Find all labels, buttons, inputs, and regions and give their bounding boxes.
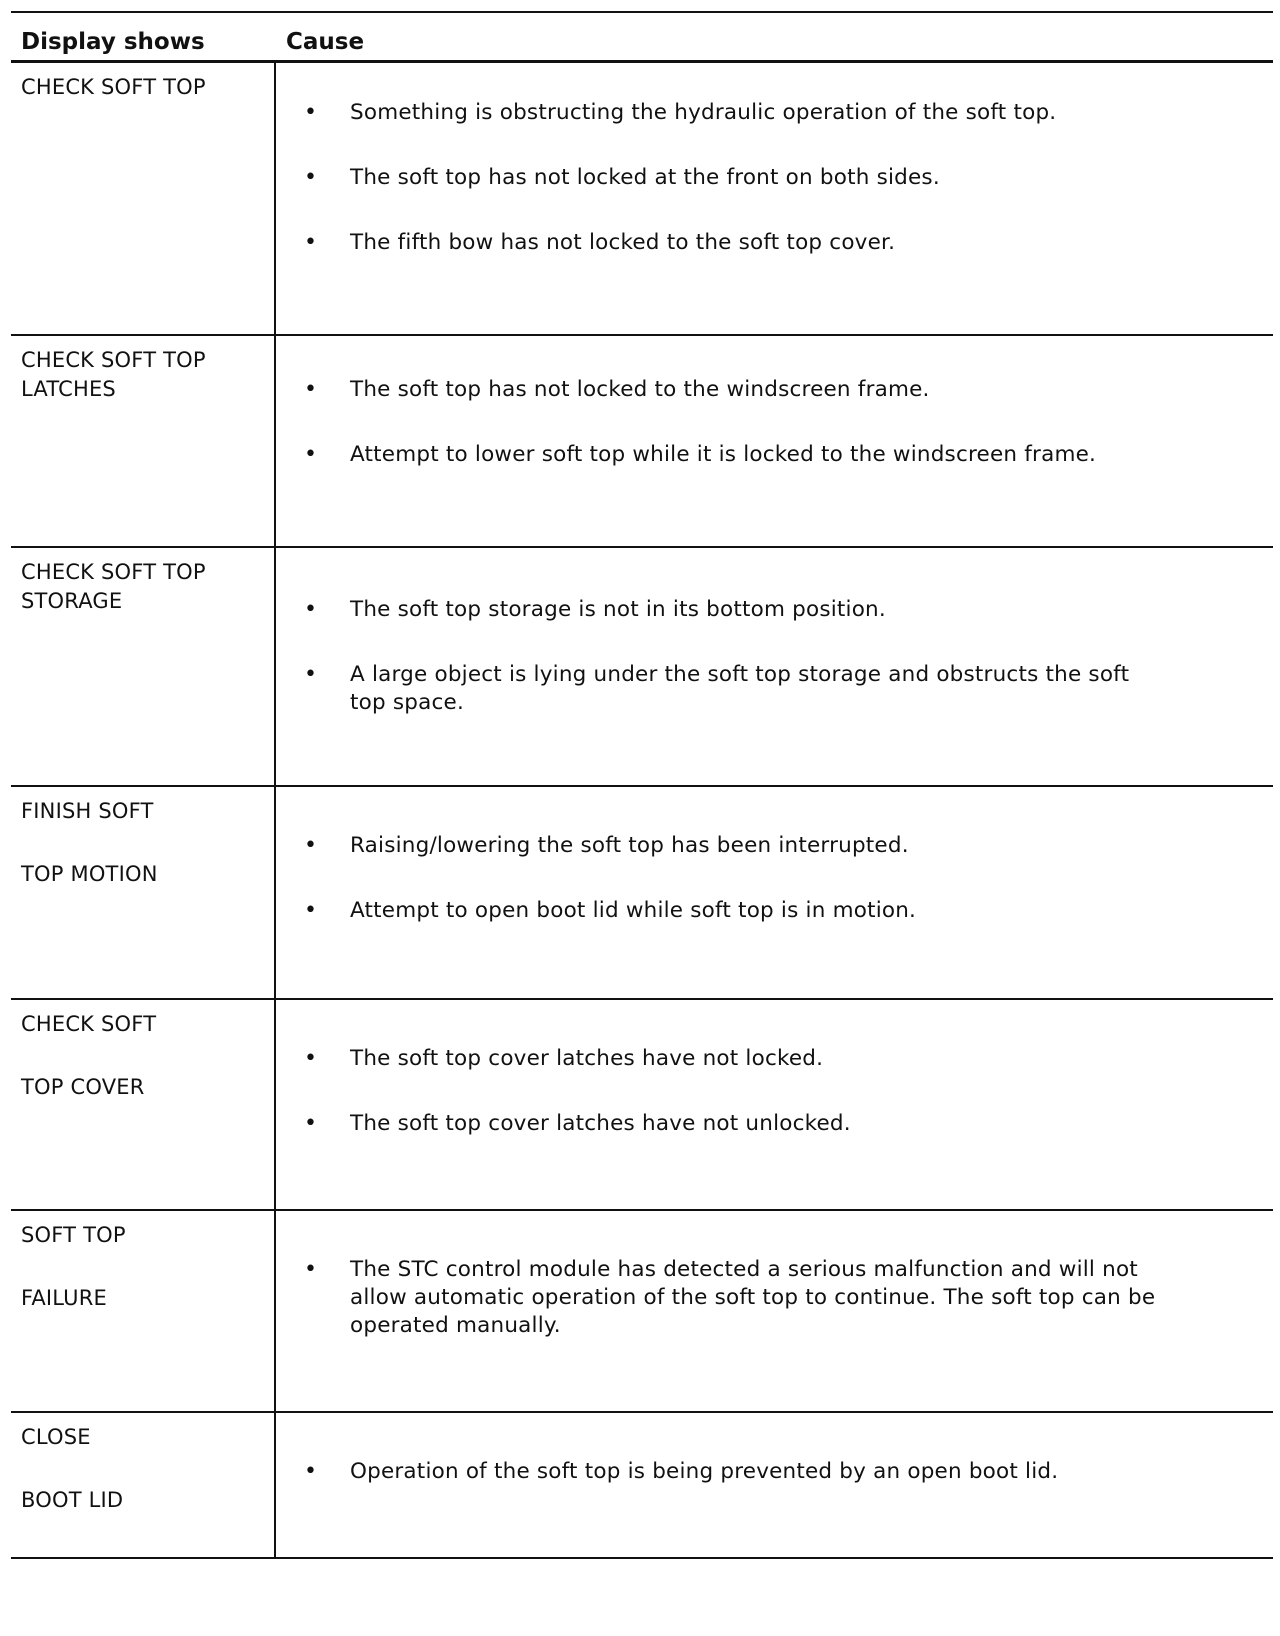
display-message-line: LATCHES <box>21 377 116 401</box>
cause-item: • The soft top storage is not in its bottom position. <box>304 596 1163 624</box>
display-message-line: TOP MOTION <box>21 862 158 886</box>
display-message-line: CHECK SOFT <box>21 1012 157 1036</box>
cause-list <box>304 99 1163 257</box>
display-message-cell <box>11 63 276 334</box>
display-message-cell <box>11 336 276 546</box>
display-message-line: CHECK SOFT TOP <box>21 560 206 584</box>
display-message-line: CHECK SOFT TOP <box>21 75 206 99</box>
display-message-line: FAILURE <box>21 1286 107 1310</box>
display-message-line: CHECK SOFT TOP <box>21 348 206 372</box>
cause-list <box>304 1256 1163 1340</box>
table-row <box>11 1413 1273 1559</box>
cause-item: • Attempt to open boot lid while soft top is in motion. <box>304 897 1163 925</box>
display-message-cell <box>11 548 276 785</box>
cause-item: • Raising/lowering the soft top has been interrupted. <box>304 832 1163 860</box>
cause-item: • The fifth bow has not locked to the soft top cover. <box>304 229 1163 257</box>
table-body <box>11 63 1273 1559</box>
cause-item: • Operation of the soft top is being prevented by an open boot lid. <box>304 1458 1163 1486</box>
table-row <box>11 787 1273 1000</box>
display-messages-table <box>11 11 1273 1559</box>
display-message-line: SOFT TOP <box>21 1223 126 1247</box>
cause-item: • The soft top cover latches have not unlocked. <box>304 1110 1163 1138</box>
cause-item: • The soft top has not locked to the windscreen frame. <box>304 376 1163 404</box>
display-message-cell <box>11 1000 276 1209</box>
table-row <box>11 63 1273 336</box>
cause-list <box>304 832 1163 925</box>
display-message-line: CLOSE <box>21 1425 91 1449</box>
cause-list <box>304 596 1163 717</box>
table-row <box>11 336 1273 548</box>
display-message-cell <box>11 1413 276 1557</box>
cause-cell <box>276 336 1273 546</box>
display-message-cell <box>11 1211 276 1411</box>
cause-cell <box>276 787 1273 998</box>
cause-cell <box>276 1211 1273 1411</box>
display-message-line: STORAGE <box>21 589 123 613</box>
cause-cell <box>276 548 1273 785</box>
cause-item: • Attempt to lower soft top while it is locked to the windscreen frame. <box>304 441 1163 469</box>
cause-item: • Something is obstructing the hydraulic operation of the soft top. <box>304 99 1163 127</box>
display-message-line: BOOT LID <box>21 1488 124 1512</box>
table-row <box>11 1211 1273 1413</box>
cause-item: • The STC control module has detected a serious malfunction and will not allow automatic operation of the soft top to continue. The soft top can be operated manually. <box>304 1256 1163 1340</box>
cause-cell <box>276 1000 1273 1209</box>
table-header-row <box>11 13 1273 63</box>
cause-list <box>304 376 1163 469</box>
cause-list <box>304 1045 1163 1138</box>
table-row <box>11 548 1273 787</box>
cause-item: • The soft top has not locked at the front on both sides. <box>304 164 1163 192</box>
cause-cell <box>276 63 1273 334</box>
cause-list <box>304 1458 1163 1486</box>
cause-item: • A large object is lying under the soft top storage and obstructs the soft top space. <box>304 661 1163 717</box>
header-cause: Cause <box>286 29 365 55</box>
cause-cell <box>276 1413 1273 1557</box>
header-display-shows: Display shows <box>21 29 205 55</box>
display-message-line: TOP COVER <box>21 1075 145 1099</box>
display-message-line: FINISH SOFT <box>21 799 154 823</box>
table-row <box>11 1000 1273 1211</box>
display-message-cell <box>11 787 276 998</box>
cause-item: • The soft top cover latches have not locked. <box>304 1045 1163 1073</box>
